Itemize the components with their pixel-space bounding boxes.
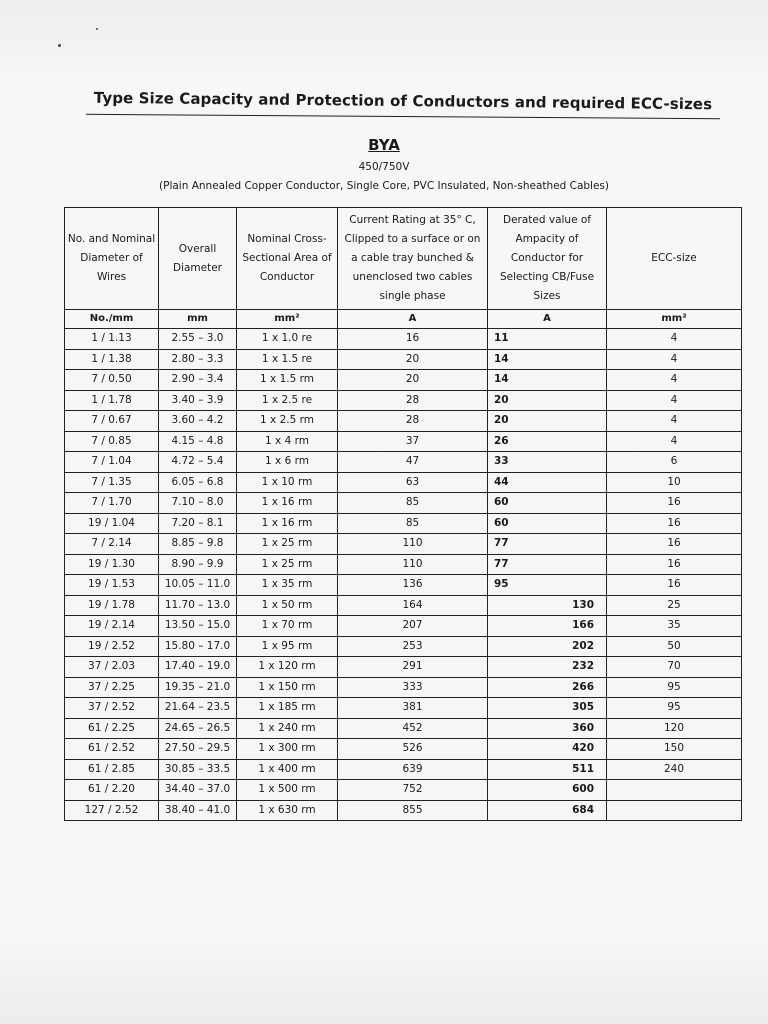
cell-current-rating: 333 <box>338 677 488 698</box>
cell-wires: 7 / 0.50 <box>65 370 159 391</box>
cell-derated: 166 <box>488 616 607 637</box>
cell-ecc: 4 <box>607 411 742 432</box>
cell-wires: 1 / 1.13 <box>65 329 159 350</box>
cell-diameter: 21.64 – 23.5 <box>159 698 237 719</box>
cell-derated: 20 <box>488 390 607 411</box>
table-row <box>65 800 742 821</box>
cell-ecc: 6 <box>607 452 742 473</box>
table-row <box>65 513 742 534</box>
cell-derated: 684 <box>488 800 607 821</box>
cell-ecc: 4 <box>607 370 742 391</box>
cell-diameter: 7.20 – 8.1 <box>159 513 237 534</box>
conductor-table-container <box>64 207 741 821</box>
cable-description: (Plain Annealed Copper Conductor, Single Core, PVC Insulated, Non-sheathed Cables) <box>159 180 609 192</box>
header-wires: No. and Nominal Diameter of Wires <box>65 208 159 310</box>
cell-diameter: 3.60 – 4.2 <box>159 411 237 432</box>
cell-derated: 14 <box>488 370 607 391</box>
cell-area: 1 x 120 rm <box>237 657 338 678</box>
header-area: Nominal Cross-Sectional Area of Conductor <box>237 208 338 310</box>
unit-area: mm² <box>237 310 338 329</box>
table-row <box>65 349 742 370</box>
cell-area: 1 x 95 rm <box>237 636 338 657</box>
title-underline <box>86 114 720 119</box>
cell-area: 1 x 240 rm <box>237 718 338 739</box>
cell-derated: 202 <box>488 636 607 657</box>
cell-diameter: 2.55 – 3.0 <box>159 329 237 350</box>
table-row <box>65 370 742 391</box>
cell-ecc: 70 <box>607 657 742 678</box>
table-row <box>65 493 742 514</box>
scan-speck <box>58 44 61 47</box>
cell-area: 1 x 400 rm <box>237 759 338 780</box>
cell-area: 1 x 16 rm <box>237 513 338 534</box>
cell-wires: 37 / 2.52 <box>65 698 159 719</box>
table-row <box>65 759 742 780</box>
cell-ecc: 4 <box>607 329 742 350</box>
cell-area: 1 x 70 rm <box>237 616 338 637</box>
cell-wires: 127 / 2.52 <box>65 800 159 821</box>
cell-derated: 33 <box>488 452 607 473</box>
cell-derated: 305 <box>488 698 607 719</box>
cell-ecc <box>607 780 742 801</box>
cell-wires: 7 / 1.70 <box>65 493 159 514</box>
cell-current-rating: 85 <box>338 493 488 514</box>
cell-current-rating: 207 <box>338 616 488 637</box>
table-row <box>65 329 742 350</box>
cell-ecc <box>607 800 742 821</box>
cell-area: 1 x 300 rm <box>237 739 338 760</box>
table-row <box>65 411 742 432</box>
cell-derated: 420 <box>488 739 607 760</box>
cell-ecc: 16 <box>607 493 742 514</box>
table-row <box>65 616 742 637</box>
cell-diameter: 7.10 – 8.0 <box>159 493 237 514</box>
cell-ecc: 16 <box>607 534 742 555</box>
cell-current-rating: 20 <box>338 349 488 370</box>
cell-wires: 61 / 2.25 <box>65 718 159 739</box>
cell-diameter: 3.40 – 3.9 <box>159 390 237 411</box>
cell-area: 1 x 500 rm <box>237 780 338 801</box>
cell-wires: 7 / 0.67 <box>65 411 159 432</box>
table-row <box>65 780 742 801</box>
cell-area: 1 x 1.0 re <box>237 329 338 350</box>
cell-current-rating: 381 <box>338 698 488 719</box>
cell-derated: 77 <box>488 534 607 555</box>
table-units-row <box>65 310 742 329</box>
cell-wires: 61 / 2.20 <box>65 780 159 801</box>
cell-area: 1 x 1.5 re <box>237 349 338 370</box>
table-row <box>65 575 742 596</box>
cell-current-rating: 28 <box>338 390 488 411</box>
cell-current-rating: 20 <box>338 370 488 391</box>
cell-area: 1 x 50 rm <box>237 595 338 616</box>
cell-wires: 19 / 1.78 <box>65 595 159 616</box>
cell-diameter: 11.70 – 13.0 <box>159 595 237 616</box>
cell-wires: 19 / 1.04 <box>65 513 159 534</box>
cell-area: 1 x 10 rm <box>237 472 338 493</box>
cell-diameter: 34.40 – 37.0 <box>159 780 237 801</box>
cell-diameter: 38.40 – 41.0 <box>159 800 237 821</box>
table-row <box>65 677 742 698</box>
cell-derated: 130 <box>488 595 607 616</box>
table-row <box>65 657 742 678</box>
cell-current-rating: 855 <box>338 800 488 821</box>
cell-derated: 266 <box>488 677 607 698</box>
cell-current-rating: 253 <box>338 636 488 657</box>
cell-ecc: 150 <box>607 739 742 760</box>
cell-area: 1 x 1.5 rm <box>237 370 338 391</box>
table-row <box>65 390 742 411</box>
table-row <box>65 554 742 575</box>
cell-ecc: 25 <box>607 595 742 616</box>
cell-ecc: 50 <box>607 636 742 657</box>
table-row <box>65 739 742 760</box>
cell-current-rating: 164 <box>338 595 488 616</box>
cell-wires: 37 / 2.03 <box>65 657 159 678</box>
table-row <box>65 431 742 452</box>
cell-ecc: 240 <box>607 759 742 780</box>
cell-current-rating: 110 <box>338 534 488 555</box>
cell-ecc: 4 <box>607 390 742 411</box>
cell-diameter: 24.65 – 26.5 <box>159 718 237 739</box>
cell-diameter: 4.72 – 5.4 <box>159 452 237 473</box>
voltage-rating: 450/750V <box>358 161 410 173</box>
cell-ecc: 120 <box>607 718 742 739</box>
unit-ecc: mm² <box>607 310 742 329</box>
cell-area: 1 x 25 rm <box>237 534 338 555</box>
cell-ecc: 16 <box>607 554 742 575</box>
header-derated: Derated value of Ampacity of Conductor for Selecting CB/Fuse Sizes <box>488 208 607 310</box>
cell-current-rating: 16 <box>338 329 488 350</box>
table-body <box>65 329 742 821</box>
cell-wires: 1 / 1.38 <box>65 349 159 370</box>
unit-derated: A <box>488 310 607 329</box>
table-row <box>65 452 742 473</box>
table-row <box>65 718 742 739</box>
cell-current-rating: 63 <box>338 472 488 493</box>
cell-derated: 511 <box>488 759 607 780</box>
cell-area: 1 x 4 rm <box>237 431 338 452</box>
cell-wires: 37 / 2.25 <box>65 677 159 698</box>
cell-derated: 44 <box>488 472 607 493</box>
cell-current-rating: 110 <box>338 554 488 575</box>
cell-derated: 26 <box>488 431 607 452</box>
table-row <box>65 534 742 555</box>
cell-diameter: 4.15 – 4.8 <box>159 431 237 452</box>
cell-diameter: 19.35 – 21.0 <box>159 677 237 698</box>
cell-diameter: 2.90 – 3.4 <box>159 370 237 391</box>
cell-wires: 19 / 2.52 <box>65 636 159 657</box>
unit-wires: No./mm <box>65 310 159 329</box>
cell-derated: 360 <box>488 718 607 739</box>
cell-current-rating: 752 <box>338 780 488 801</box>
cell-diameter: 13.50 – 15.0 <box>159 616 237 637</box>
cell-derated: 11 <box>488 329 607 350</box>
cell-diameter: 6.05 – 6.8 <box>159 472 237 493</box>
cell-current-rating: 85 <box>338 513 488 534</box>
table-row <box>65 472 742 493</box>
header-ecc: ECC-size <box>607 208 742 310</box>
cell-ecc: 35 <box>607 616 742 637</box>
cell-derated: 20 <box>488 411 607 432</box>
cell-ecc: 4 <box>607 349 742 370</box>
cell-derated: 77 <box>488 554 607 575</box>
table-row <box>65 595 742 616</box>
cell-area: 1 x 630 rm <box>237 800 338 821</box>
cable-code: BYA <box>368 136 400 154</box>
cell-area: 1 x 35 rm <box>237 575 338 596</box>
table-row <box>65 698 742 719</box>
cell-current-rating: 291 <box>338 657 488 678</box>
cell-derated: 60 <box>488 493 607 514</box>
cell-ecc: 10 <box>607 472 742 493</box>
cell-diameter: 10.05 – 11.0 <box>159 575 237 596</box>
scan-speck <box>96 28 98 30</box>
cell-wires: 19 / 2.14 <box>65 616 159 637</box>
unit-current-rating: A <box>338 310 488 329</box>
cell-wires: 7 / 0.85 <box>65 431 159 452</box>
table-header-row <box>65 208 742 310</box>
cell-current-rating: 526 <box>338 739 488 760</box>
cell-derated: 95 <box>488 575 607 596</box>
cell-current-rating: 28 <box>338 411 488 432</box>
cell-current-rating: 639 <box>338 759 488 780</box>
cell-area: 1 x 6 rm <box>237 452 338 473</box>
cell-diameter: 15.80 – 17.0 <box>159 636 237 657</box>
cell-area: 1 x 25 rm <box>237 554 338 575</box>
cell-wires: 61 / 2.52 <box>65 739 159 760</box>
cell-ecc: 95 <box>607 698 742 719</box>
cell-derated: 14 <box>488 349 607 370</box>
cell-diameter: 2.80 – 3.3 <box>159 349 237 370</box>
cell-wires: 19 / 1.30 <box>65 554 159 575</box>
cell-ecc: 4 <box>607 431 742 452</box>
cell-derated: 600 <box>488 780 607 801</box>
cell-current-rating: 136 <box>338 575 488 596</box>
cell-wires: 7 / 1.04 <box>65 452 159 473</box>
cell-ecc: 16 <box>607 513 742 534</box>
cell-area: 1 x 185 rm <box>237 698 338 719</box>
cell-wires: 1 / 1.78 <box>65 390 159 411</box>
cell-current-rating: 37 <box>338 431 488 452</box>
table-row <box>65 636 742 657</box>
cell-ecc: 16 <box>607 575 742 596</box>
cell-area: 1 x 150 rm <box>237 677 338 698</box>
cell-wires: 7 / 2.14 <box>65 534 159 555</box>
cell-diameter: 8.85 – 9.8 <box>159 534 237 555</box>
cell-derated: 60 <box>488 513 607 534</box>
cell-wires: 19 / 1.53 <box>65 575 159 596</box>
cell-area: 1 x 2.5 rm <box>237 411 338 432</box>
cell-wires: 7 / 1.35 <box>65 472 159 493</box>
document-title: Type Size Capacity and Protection of Conductors and required ECC-sizes <box>93 88 713 114</box>
cell-current-rating: 452 <box>338 718 488 739</box>
cell-diameter: 17.40 – 19.0 <box>159 657 237 678</box>
cell-current-rating: 47 <box>338 452 488 473</box>
conductor-table <box>64 207 742 821</box>
cell-area: 1 x 16 rm <box>237 493 338 514</box>
header-diameter: Overall Diameter <box>159 208 237 310</box>
unit-diameter: mm <box>159 310 237 329</box>
cell-diameter: 8.90 – 9.9 <box>159 554 237 575</box>
cell-diameter: 30.85 – 33.5 <box>159 759 237 780</box>
cell-wires: 61 / 2.85 <box>65 759 159 780</box>
cell-area: 1 x 2.5 re <box>237 390 338 411</box>
cell-derated: 232 <box>488 657 607 678</box>
cell-diameter: 27.50 – 29.5 <box>159 739 237 760</box>
cell-ecc: 95 <box>607 677 742 698</box>
header-current-rating: Current Rating at 35° C, Clipped to a surface or on a cable tray bunched & unenclosed two cables single phase <box>338 208 488 310</box>
